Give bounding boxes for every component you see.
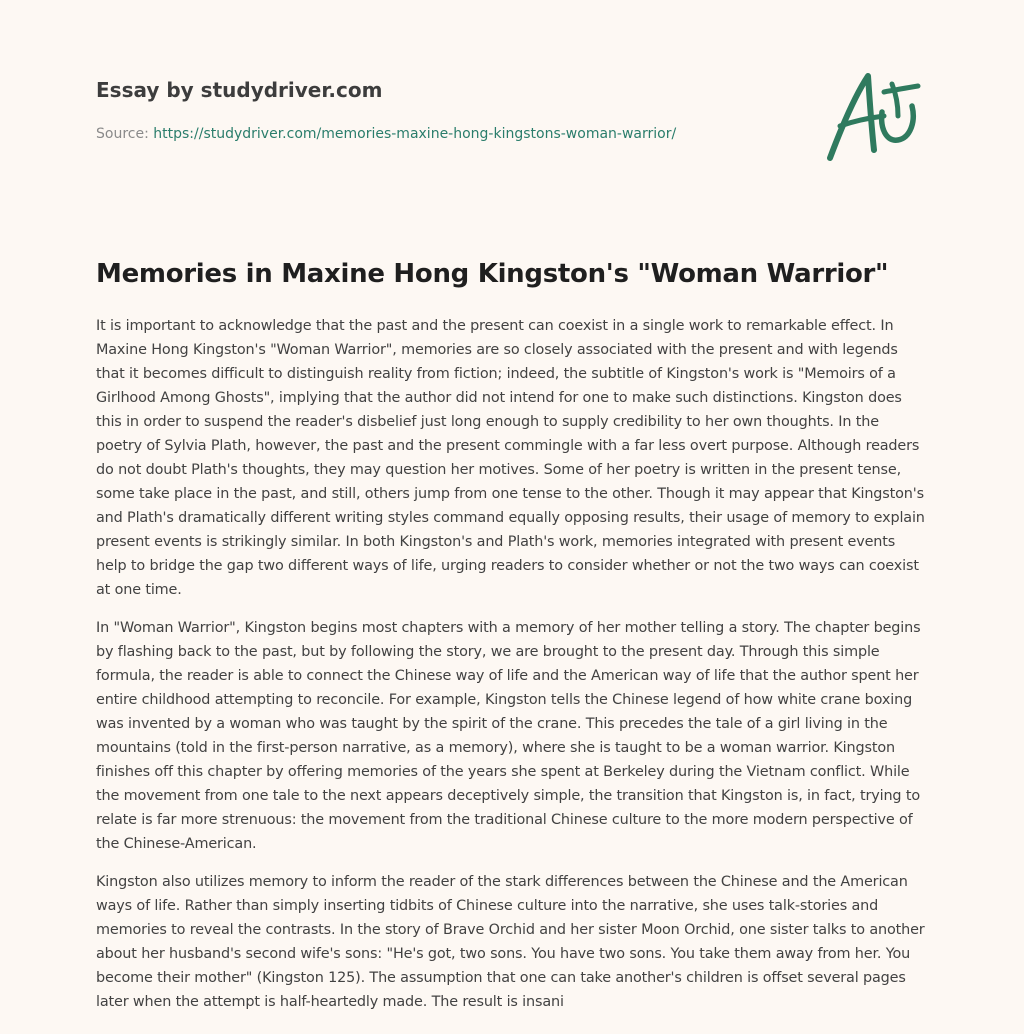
source-link[interactable]: https://studydriver.com/memories-maxine-hong-kingstons-woman-warrior/ [153,126,677,142]
source-line [96,124,796,144]
source-label: Source: [96,126,149,142]
essay-header [96,76,796,144]
a-plus-grade-logo-icon [822,66,926,166]
article-paragraph: It is important to acknowledge that the past and the present can coexist in a single work to remarkable effect. In Maxine Hong Kingston's "Woman Warrior", memories are so closely associated with the present and with legends that it becomes difficult to distinguish reality from fiction; indeed, the subtitle of Kingston's work is "Memoirs of a Girlhood Among Ghosts", implying that the author did not intend for one to make such distinctions. Kingston does this in order to suspend the reader's disbelief just long enough to supply credibility to her own thoughts. In the poetry of Sylvia Plath, however, the past and the present commingle with a far less overt purpose. Although readers do not doubt Plath's thoughts, they may question her motives. Some of her poetry is written in the present tense, some take place in the past, and still, others jump from one tense to the other. Though it may appear that Kingston's and Plath's dramatically different writing styles command equally opposing results, their usage of memory to explain present events is strikingly similar. In both Kingston's and Plath's work, memories integrated with present events help to bridge the gap two different ways of life, urging readers to consider whether or not the two ways can coexist at one time. [96,318,925,598]
page-title: Memories in Maxine Hong Kingston's "Woman Warrior" [96,259,889,289]
article-paragraph: Kingston also utilizes memory to inform the reader of the stark differences between the Chinese and the American ways of life. Rather than simply inserting tidbits of Chinese culture into the narrative, she uses talk-stories and memories to reveal the contrasts. In the story of Brave Orchid and her sister Moon Orchid, one sister talks to another about her husband's second wife's sons: "He's got, two sons. You have two sons. You take them away from her. You become their mother" (Kingston 125). The assumption that one can take another's children is offset several pages later when the attempt is half-heartedly made. The result is insani [96,874,925,1010]
site-brand: Essay by studydriver.com [96,78,383,102]
article-body [96,314,928,1020]
article-paragraph: In "Woman Warrior", Kingston begins most chapters with a memory of her mother telling a story. The chapter begins by flashing back to the past, but by following the story, we are brought to the present day. Through this simple formula, the reader is able to connect the Chinese way of life and the American way of life that the author spent her entire childhood attempting to reconcile. For example, Kingston tells the Chinese legend of how white crane boxing was invented by a woman who was taught by the spirit of the crane. This precedes the tale of a girl living in the mountains (told in the first-person narrative, as a memory), where she is taught to be a woman warrior. Kingston finishes off this chapter by offering memories of the years she spent at Berkeley during the Vietnam conflict. While the movement from one tale to the next appears deceptively simple, the transition that Kingston is, in fact, trying to relate is far more strenuous: the movement from the traditional Chinese culture to the more modern perspective of the Chinese-American. [96,620,921,852]
